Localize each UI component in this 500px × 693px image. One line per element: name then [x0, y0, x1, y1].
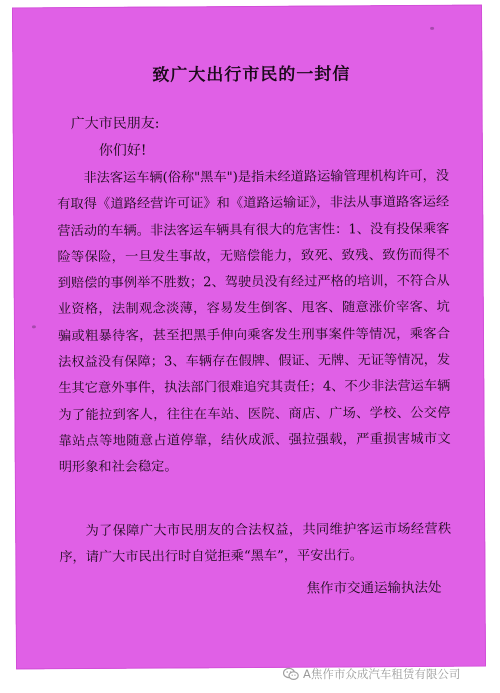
letter-paper: [12, 5, 486, 670]
letter-hello: 你们好!: [98, 142, 147, 159]
watermark-text: A焦作市众成汽车租赁有限公司: [303, 667, 461, 681]
wechat-icon: [283, 667, 299, 681]
letter-paragraph: 为了保障广大市民朋友的合法权益，共同维护客运市场经营秩序，请广大市民出行时自觉拒乘“黑车”，平安出行。: [59, 521, 452, 566]
letter-title: 致广大出行市民的一封信: [152, 64, 351, 86]
letter-greeting: 广大市民朋友:: [70, 115, 160, 133]
paper-speck: [430, 27, 434, 30]
paper-speck: [32, 325, 36, 328]
watermark: [283, 666, 460, 682]
letter-body: [56, 5, 452, 597]
letter-signature: 焦作市交通运输执法处: [306, 579, 442, 597]
letter-paragraph: 非法客运车辆(俗称"黑车")是指未经道路运输管理机构许可，没有取得《道路经营许可证》和《道路运输证》，非法从事道路客运经营活动的车辆。非法客运车辆具有很大的危害性：1、没有投保乘客险等保险，一旦发生事故，无赔偿能力，致死、致残、致伤而得不到赔偿的事例举不胜数；2、驾驶员没有经过严格的培训，不符合从业资格，法制观念淡薄，容易发生倒客、甩客、随意涨价宰客、坑骗或粗暴待客，甚至把黑手伸向乘客发生刑事案件等情况，乘客合法权益没有保障；3、车辆存在假牌、假证、无牌、无证等情况，发生其它意外事件，执法部门很难追究其责任；4、不少非法营运车辆为了能拉到客人，往往在车站、医院、商店、广场、学校、公交停靠站点等地随意占道停靠，结伙成派、强拉强载，严重损害城市文明形象和社会稳定。: [57, 168, 451, 476]
